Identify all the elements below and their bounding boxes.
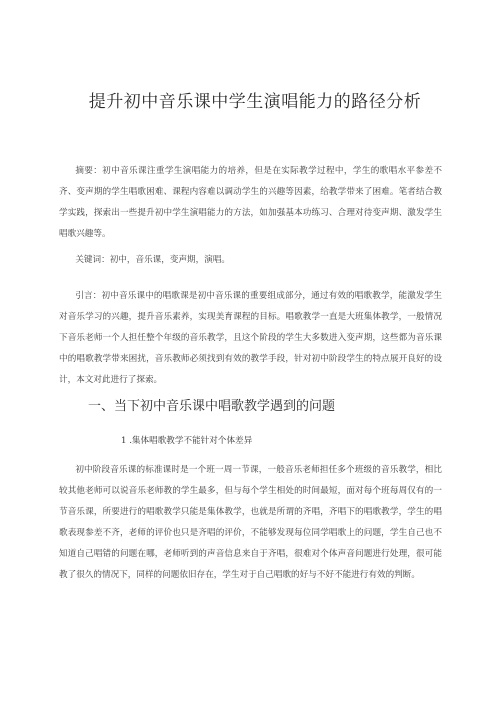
introduction-paragraph: 引言：初中音乐课中的唱歌课是初中音乐课的重要组成部分，通过有效的唱歌教学，能激发学生对音乐学习的兴趣，提升音乐素养，实现美育课程的目标。唱歌教学一直是大班集体教学，一般情况下音乐老师一个人担任整个年级的音乐教学，且这个阶段的学生大多数进入变声期，这些都为音乐课中的唱歌教学带来困扰，音乐教师必须找到有效的教学手段，针对初中阶段学生的特点展开良好的设计，本文对此进行了探索。 <box>59 291 442 385</box>
subsection-1-body: 初中阶段音乐课的标准课时是一个班一周一节课，一般音乐老师担任多个班级的音乐教学，相比较其他老师可以说音乐老师教的学生最多，但与每个学生相处的时间最短，面对每个班每周仅有的一节音乐课，所要进行的唱歌教学只能是集体教学，也就是所谓的齐唱，齐唱下的唱歌教学，学生的唱歌表现参差不齐，老师的评价也只是齐唱的评价，不能够发现每位同学唱歌上的问题，学生自己也不知道自己唱错的问题在哪，老师听到的声音信息来自于齐唱，很难对个体声音问题进行处理，很可能教了很久的情况下，同样的问题依旧存在，学生对于自己唱歌的好与不好不能进行有效的判断。 <box>59 465 442 580</box>
keywords-paragraph: 关键词：初中，音乐课，变声期，演唱。 <box>75 255 231 265</box>
section-heading-1: 一、当下初中音乐课中唱歌教学遇到的问题 <box>88 399 336 414</box>
subsection-heading-1: 1 .集体唱歌教学不能针对个体差异 <box>121 436 253 446</box>
abstract-paragraph: 摘要：初中音乐课注重学生演唱能力的培养，但是在实际教学过程中，学生的歌唱水平参差不齐、变声期的学生唱歌困难、课程内容难以调动学生的兴趣等因素，给教学带来了困难。笔者结合教学实践，探索出一些提升初中学生演唱能力的方法，如加强基本功练习、合理对待变声期、激发学生唱歌兴趣等。 <box>59 166 442 239</box>
paper-title: 提升初中音乐课中学生演唱能力的路径分析 <box>88 92 422 112</box>
